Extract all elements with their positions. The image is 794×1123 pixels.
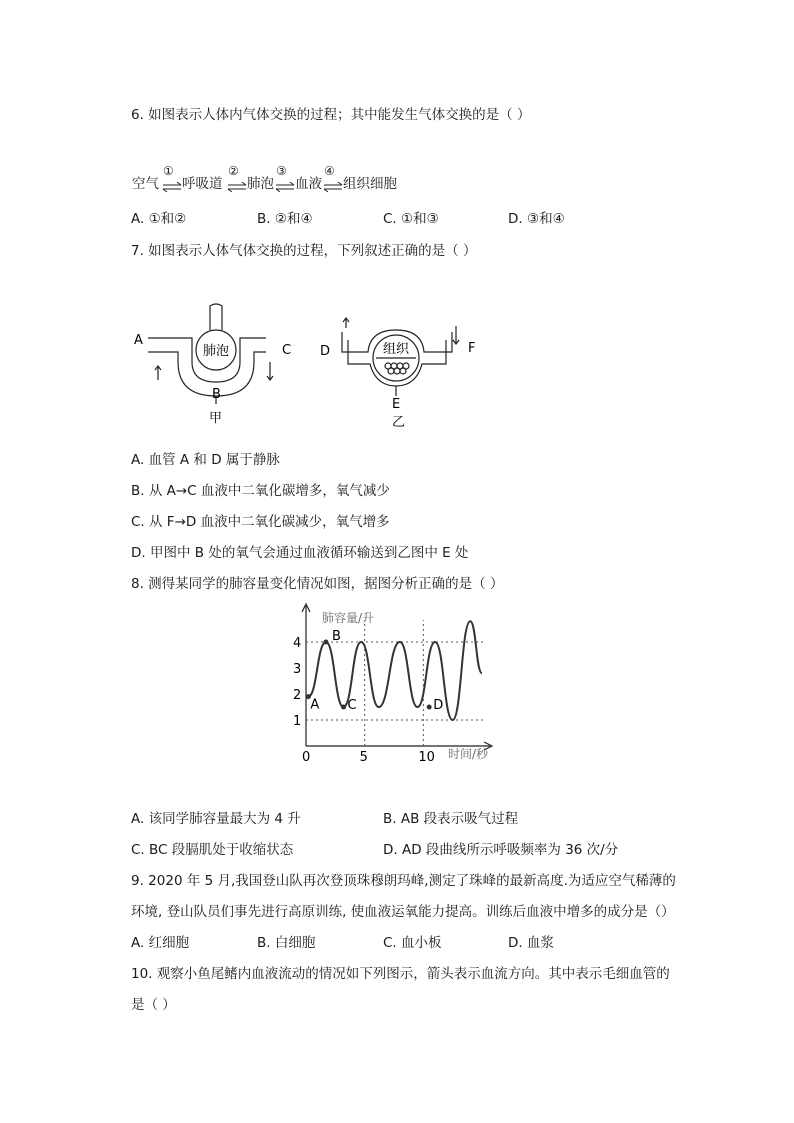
flow-num-2: ② bbox=[228, 164, 239, 178]
q8-option-a: A. 该同学肺容量最大为 4 升 bbox=[131, 811, 301, 827]
flow-num-1: ① bbox=[163, 164, 174, 178]
point-label: A bbox=[310, 697, 320, 713]
point-label: B bbox=[331, 629, 341, 644]
x-tick-label: 0 bbox=[302, 750, 311, 765]
x-axis-label: 时间/秒 bbox=[448, 747, 489, 761]
q9-option-b: B. 白细胞 bbox=[257, 935, 316, 951]
y-tick-label: 3 bbox=[293, 662, 302, 677]
y-tick-label: 1 bbox=[293, 714, 302, 729]
q9-stem-line2: 环境, 登山队员们事先进行高原训练, 使血液运氧能力提高。训练后血液中增多的成分是（） bbox=[131, 904, 675, 920]
q9-option-a: A. 红细胞 bbox=[131, 935, 190, 951]
label-e: E bbox=[392, 397, 401, 412]
q6-option-c: C. ①和③ bbox=[383, 211, 439, 227]
y-tick-label: 2 bbox=[293, 688, 302, 703]
label-f: F bbox=[468, 341, 476, 356]
flow-tissue-cells: 组织细胞 bbox=[343, 176, 397, 192]
x-tick-label: 10 bbox=[418, 750, 435, 765]
q7-option-c: C. 从 F→D 血液中二氧化碳减少，氧气增多 bbox=[131, 514, 390, 530]
q7-option-a: A. 血管 A 和 D 属于静脉 bbox=[131, 452, 280, 468]
q7-gas-exchange-figure bbox=[130, 300, 490, 432]
x-tick-label: 5 bbox=[359, 750, 368, 765]
lung-capacity-chart bbox=[290, 598, 500, 773]
label-tissue: 组织 bbox=[382, 342, 410, 357]
q9-option-d: D. 血浆 bbox=[508, 935, 554, 951]
flow-blood: 血液 bbox=[295, 176, 322, 192]
flow-airway: 呼吸道 bbox=[182, 176, 223, 192]
q10-stem-line2: 是（ ） bbox=[131, 997, 176, 1013]
q7-option-d: D. 甲图中 B 处的氧气会通过血液循环输送到乙图中 E 处 bbox=[131, 545, 469, 561]
flow-num-4: ④ bbox=[324, 164, 335, 178]
q9-option-c: C. 血小板 bbox=[383, 935, 442, 951]
point-marker bbox=[427, 705, 432, 710]
label-alveoli: 肺泡 bbox=[202, 344, 230, 359]
q6-option-b: B. ②和④ bbox=[257, 211, 313, 227]
y-tick-label: 4 bbox=[293, 636, 302, 651]
label-d: D bbox=[320, 344, 331, 359]
q8-option-d: D. AD 段曲线所示呼吸频率为 36 次/分 bbox=[383, 842, 619, 858]
double-arrow-icon bbox=[227, 182, 247, 192]
double-arrow-icon bbox=[162, 182, 182, 192]
y-axis-label: 肺容量/升 bbox=[322, 611, 375, 625]
label-b: B bbox=[212, 387, 221, 402]
q7-option-b: B. 从 A→C 血液中二氧化碳增多，氧气减少 bbox=[131, 483, 390, 499]
q7-stem: 7. 如图表示人体气体交换的过程，下列叙述正确的是（ ） bbox=[131, 243, 477, 259]
point-marker bbox=[323, 640, 328, 645]
q10-stem-line1: 10. 观察小鱼尾鳍内血液流动的情况如下列图示，箭头表示血流方向。其中表示毛细血管的 bbox=[131, 966, 670, 982]
q9-stem-line1: 9. 2020 年 5 月,我国登山队再次登顶珠穆朗玛峰,测定了珠峰的最新高度.为适应空气稀薄的 bbox=[131, 873, 676, 889]
point-label: C bbox=[347, 698, 357, 713]
q6-option-a: A. ①和② bbox=[131, 211, 187, 227]
q8-option-b: B. AB 段表示吸气过程 bbox=[383, 811, 519, 827]
label-a: A bbox=[134, 333, 143, 348]
q8-stem: 8. 测得某同学的肺容量变化情况如图，据图分析正确的是（ ） bbox=[131, 576, 504, 592]
double-arrow-icon bbox=[275, 182, 295, 192]
point-label: D bbox=[433, 698, 444, 713]
figure-yi bbox=[342, 318, 459, 396]
q8-option-c: C. BC 段膈肌处于收缩状态 bbox=[131, 842, 294, 858]
flow-air: 空气 bbox=[132, 176, 159, 192]
double-arrow-icon bbox=[323, 182, 343, 192]
label-yi: 乙 bbox=[392, 415, 406, 430]
label-c: C bbox=[282, 343, 292, 358]
flow-num-3: ③ bbox=[276, 164, 287, 178]
q6-stem: 6. 如图表示人体内气体交换的过程；其中能发生气体交换的是（ ） bbox=[131, 107, 531, 123]
label-jia: 甲 bbox=[209, 411, 223, 426]
point-marker bbox=[341, 705, 346, 710]
flow-alveoli: 肺泡 bbox=[247, 176, 274, 192]
q6-option-d: D. ③和④ bbox=[508, 211, 565, 227]
